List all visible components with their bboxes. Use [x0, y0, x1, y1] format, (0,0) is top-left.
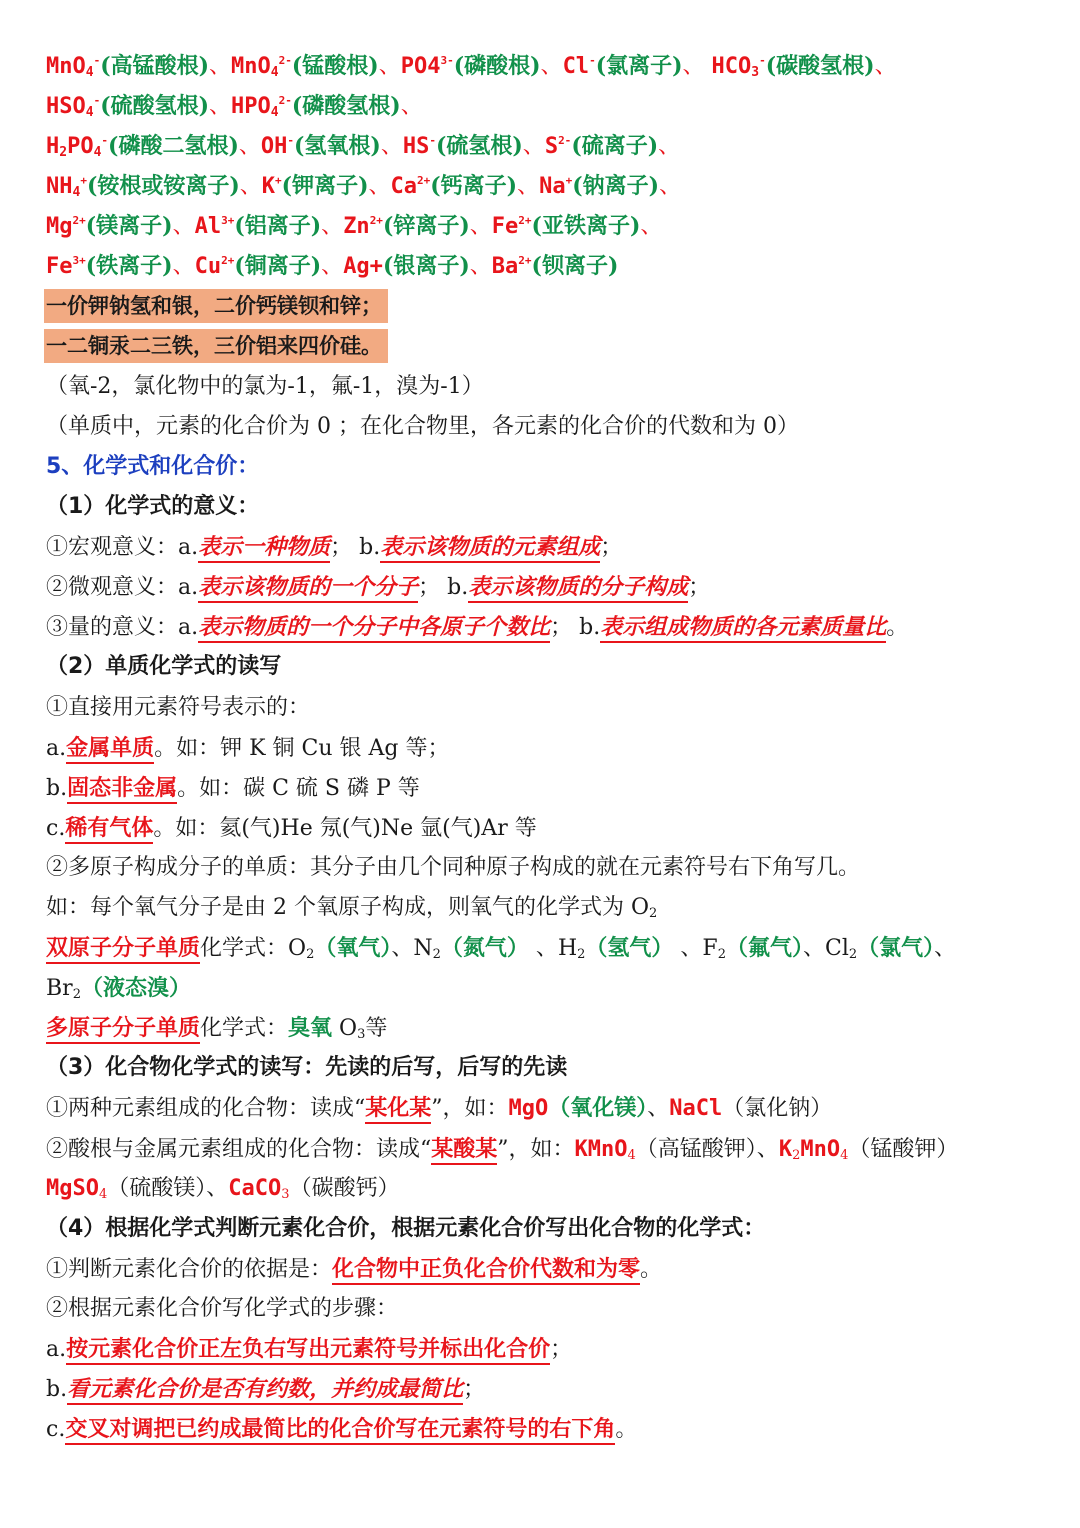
ion-symbol: MnO$_4$-	[46, 54, 101, 80]
note-line-1: （氧-2，氯化物中的氯为-1，氟-1，溴为-1）	[46, 373, 484, 399]
key-phrase: 金属单质	[66, 735, 154, 764]
key-phrase: 按元素化合价正左负右写出元素符号并标出化合价	[66, 1336, 550, 1365]
key-phrase: 双原子分子单质	[46, 935, 200, 964]
ion-symbol: $Fe^{3+}$	[46, 254, 86, 280]
meaning-micro: ②微观意义：a.表示该物质的一个分子； b.表示该物质的分子构成；	[46, 567, 1056, 607]
ion-symbol: $Fe^{2+}$	[491, 214, 532, 240]
ion-line-4: $NH_4^+$(铵根或铵离子)、K+(钾离子)、$Ca^{2+}$(钙离子)、Na+(钠离子)、	[46, 173, 682, 201]
steps-heading-line: ②根据元素化合价写化学式的步骤：	[46, 1295, 399, 1321]
ion-line-3: $H_2PO_4^-$(磷酸二氢根)、OH-(氢氧根)、HS-(硫氢根)、$S^{2-}$(硫离子)、	[46, 133, 681, 161]
direct-symbol-line: ①直接用元素符号表示的：	[46, 694, 311, 720]
ion-name: (高锰酸根)	[100, 53, 210, 79]
ion-symbol: $Al^{3+}$	[194, 214, 235, 240]
ion-name: (钡离子)	[531, 253, 619, 280]
note-line-2: （单质中，元素的化合价为 0 ；在化合物里，各元素的化合价的代数和为 0）	[46, 413, 799, 439]
ion-name: (镁离子)	[85, 213, 173, 240]
subsection-heading-1: （1）化学式的意义：	[46, 494, 260, 520]
ion-name: (铜离子)	[234, 253, 322, 280]
ion-name: (磷酸根)	[453, 53, 541, 79]
ion-name: (氢氧根)	[294, 133, 381, 160]
key-phrase: 看元素化合价是否有约数，并约成最简比	[67, 1376, 463, 1405]
ion-symbol: $Zn^{2+}$	[343, 214, 383, 240]
ion-name: (硫离子)	[571, 133, 659, 160]
ion-symbol: $HPO_4^{2-}$	[231, 94, 292, 121]
ion-symbol: $Cu^{2+}$	[194, 254, 235, 280]
ion-symbol: MnO$_4^{2-}$	[231, 54, 292, 80]
noble-gas-line: c.稀有气体。如：氦(气)He 氖(气)Ne 氩(气)Ar 等	[46, 808, 1056, 848]
ion-name: (磷酸氢根)	[291, 93, 401, 120]
meaning-macro: ①宏观意义：a.表示一种物质； b.表示该物质的元素组成；	[46, 527, 1056, 567]
subsection-heading-2: （2）单质化学式的读写	[46, 654, 282, 680]
mnemonic-highlight: 一二铜汞二三铁，三价铝来四价硅。	[44, 329, 388, 363]
ion-symbol: Cl-	[562, 54, 596, 79]
ion-name: (硫酸氢根)	[100, 93, 210, 120]
ion-symbol: $Mg^{2+}$	[46, 214, 86, 240]
diatomic-line-cont: $Br_2$（液态溴）	[46, 975, 191, 1003]
ion-line-2: $HSO_4^-$(硫酸氢根)、$HPO_4^{2-}$(磷酸氢根)、	[46, 93, 423, 121]
ion-name: (钾离子)	[281, 173, 369, 200]
key-phrase: 某化某	[365, 1095, 431, 1124]
step-b-line: b.看元素化合价是否有约数，并约成最简比；	[46, 1369, 1056, 1409]
key-phrase: 固态非金属	[67, 775, 177, 804]
subsection-heading-4: （4）根据化学式判断元素化合价，根据元素化合价写出化合物的化学式：	[46, 1215, 766, 1241]
key-phrase: 化合物中正负化合价代数和为零	[332, 1256, 640, 1285]
key-phrase: 表示一种物质	[198, 534, 330, 563]
solid-nonmetal-line: b.固态非金属。如：碳 C 硫 S 磷 P 等	[46, 768, 1056, 808]
ion-symbol: $S^{2-}$	[544, 134, 572, 160]
ion-symbol: $HSO_4^-$	[46, 94, 101, 121]
ion-symbol: Na+	[539, 174, 573, 200]
ion-name: (锌离子)	[382, 213, 470, 240]
mnemonic-line-1	[46, 287, 1056, 327]
ion-name: (氯离子)	[595, 53, 683, 79]
key-phrase: 表示该物质的一个分子	[198, 574, 418, 603]
subsection-heading-3: （3）化合物化学式的读写：先读的后写，后写的先读	[46, 1055, 568, 1081]
step-a-line: a.按元素化合价正左负右写出元素符号并标出化合价；	[46, 1329, 1056, 1369]
ion-name: (碳酸氢根)	[765, 53, 875, 79]
step-c-line: c.交叉对调把已约成最简比的化合价写在元素符号的右下角。	[46, 1409, 1056, 1449]
key-phrase: 表示物质的一个分子中各原子个数比	[198, 614, 550, 643]
key-phrase: 交叉对调把已约成最简比的化合价写在元素符号的右下角	[65, 1416, 615, 1445]
ion-symbol: $Ba^{2+}$	[491, 254, 532, 280]
key-phrase: 多原子分子单质	[46, 1015, 200, 1044]
acid-radical-compound-line: ②酸根与金属元素组成的化合物：读成“某酸某”，如：KMnO$_4$（高锰酸钾）、$K_2MnO_4$（锰酸钾）	[46, 1135, 959, 1163]
valence-basis-line: ①判断元素化合价的依据是：化合物中正负化合价代数和为零。	[46, 1249, 1056, 1289]
mnemonic-line-2	[46, 327, 1056, 367]
polyatomic-line: 多原子分子单质化学式：臭氧 $O_3$等	[46, 1015, 388, 1043]
key-phrase: 表示该物质的元素组成	[380, 534, 600, 563]
ion-name: (亚铁离子)	[531, 213, 641, 240]
ion-name: (铵根或铵离子)	[86, 173, 240, 200]
polyatomic-rule-line: ②多原子构成分子的单质：其分子由几个同种原子构成的就在元素符号右下角写几。	[46, 854, 861, 880]
document-page	[46, 46, 1056, 1449]
ion-line-5: $Mg^{2+}$(镁离子)、$Al^{3+}$(铝离子)、$Zn^{2+}$(锌离子)、$Fe^{2+}$(亚铁离子)、	[46, 213, 663, 240]
ion-name: (铁离子)	[85, 253, 173, 280]
ion-line-6: $Fe^{3+}$(铁离子)、$Cu^{2+}$(铜离子)、Ag+(银离子)、$Ba^{2+}$(钡离子)	[46, 253, 619, 280]
ion-name: (铝离子)	[234, 213, 322, 240]
ion-symbol: HS-	[402, 134, 436, 160]
oxygen-example-line: 如：每个氧气分子是由 2 个氧原子构成，则氧气的化学式为 $O_2$	[46, 894, 658, 921]
ion-name: (磷酸二氢根)	[108, 133, 239, 160]
ion-symbol: $Ca^{2+}$	[390, 174, 431, 200]
diatomic-line: 双原子分子单质化学式：$O_2$（氧气）、$N_2$（氮气） 、$H_2$（氢气） 、$F_2$（氟气）、$Cl_2$（氯气）、	[46, 935, 957, 963]
mnemonic-highlight: 一价钾钠氢和银，二价钙镁钡和锌；	[44, 289, 388, 323]
ion-name: (银离子)	[382, 253, 470, 280]
ion-line-1: MnO$_4$-(高锰酸根)、MnO$_4^{2-}$(锰酸根)、$PO4^{3-}$(磷酸根)、Cl-(氯离子)、 $HCO_3^-$(碳酸氢根)、	[46, 53, 897, 80]
key-phrase: 表示该物质的分子构成	[468, 574, 688, 603]
ion-name: (锰酸根)	[291, 53, 379, 79]
section-title: 5、化学式和化合价：	[46, 453, 260, 479]
ion-symbol: $HCO_3^-$	[711, 54, 766, 80]
ion-symbol: K+	[261, 174, 282, 200]
ion-symbol: $NH_4^+$	[46, 174, 87, 201]
ion-symbol: $H_2PO_4^-$	[46, 134, 109, 161]
ion-symbol: Ag+	[343, 254, 383, 280]
metal-elements-line: a.金属单质。如：钾 K 铜 Cu 银 Ag 等；	[46, 728, 1056, 768]
key-phrase: 表示组成物质的各元素质量比	[600, 614, 886, 643]
ion-name: (钠离子)	[572, 173, 660, 200]
key-phrase: 稀有气体	[65, 815, 153, 844]
ion-name: (钙离子)	[430, 173, 518, 200]
acid-radical-compound-line-cont: MgSO$_4$（硫酸镁）、CaCO$_3$（碳酸钙）	[46, 1175, 400, 1202]
binary-compound-line: ①两种元素组成的化合物：读成“某化某”，如：MgO（氧化镁）、NaCl（氯化钠）	[46, 1088, 1056, 1128]
meaning-quantitative: ③量的意义：a.表示物质的一个分子中各原子个数比； b.表示组成物质的各元素质量比。	[46, 607, 1056, 647]
key-phrase: 某酸某	[431, 1136, 497, 1165]
ion-name: (硫氢根)	[435, 133, 523, 160]
ion-symbol: $PO4^{3-}$	[400, 54, 454, 79]
ion-symbol: OH-	[260, 134, 294, 160]
